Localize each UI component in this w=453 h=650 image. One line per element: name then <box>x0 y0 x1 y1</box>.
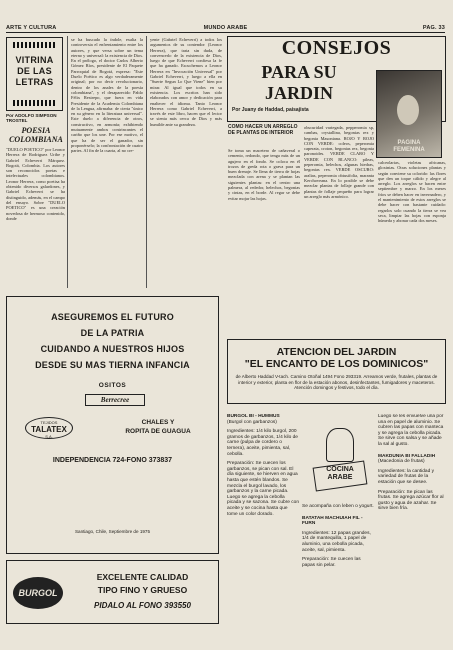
header-rule <box>6 32 445 33</box>
burgol-text <box>71 571 214 597</box>
consejos-column-3: calceolarias, violetas africanas, gloxinias. Otras soluciones plantas y según conviene su colorido: las flores que den un toque cálido y alegre al arreglo. Los arreglos se hacen entre septiembre y marzo. En los meses fríos se deben hacer en invernadero, y el mantenimiento de estos arreglos se debe hacer con bastante cuidado: regarlos solo cuando la tierra se vea seca, limpiar las hojas con esponja húmeda y abonar cada dos meses. <box>378 160 446 224</box>
ad-slogan-line: CUIDANDO A NUESTROS HIJOS <box>40 344 185 354</box>
logo-spacer <box>302 414 374 504</box>
ad-slogan-line: DE LA PATRIA <box>80 328 145 338</box>
ad-slogan-line: DESDE SU MAS TIERNA INFANCIA <box>35 360 190 370</box>
ad-phone: INDEPENDENCIA 724-FONO 373837 <box>52 457 173 464</box>
maker-logo: Berrecree <box>85 394 145 406</box>
vitrina-logo-box <box>6 37 63 111</box>
face-shape <box>397 95 419 125</box>
section-name: ARTE Y CULTURA <box>6 25 57 31</box>
recipe-preparation: Preparación: Se cuecen las papas sin pelar. <box>302 557 361 568</box>
recipe-ingredients: Ingredientes: 1/4 kilo burgol, 200 gramos de garbanzos, 1/4 kilo de carne (pulpa de cordero o ternera), aceite, pimienta, sal, cebolla. <box>227 429 298 457</box>
decorative-band <box>13 100 56 106</box>
jardin-details: de Alberto Haddad V-tach. Camino Otoñal 1494 Fono 293319. Arreamos verde, frutales, plantas de interior y exterior, planta en flor de la estación abonos, desinfectantes, fumigadores y maceteros. Atención domingos y festivos, todo el día. <box>235 374 438 390</box>
recipe-subtitle: (Macedonia de frutas) <box>378 459 425 465</box>
recipe-column-1 <box>227 414 299 646</box>
poesia-headline-line: COLOMBIANA <box>9 135 63 144</box>
poesia-headline-line: POESIA <box>21 126 51 135</box>
consejos-title: CONSEJOS <box>281 37 392 59</box>
ad-date: Santiago, Chile, Septiembre de 1975 <box>74 529 151 534</box>
recipe-preparation: Preparación: Se pican las frutas. Se agrega azúcar flor al gusto y agua de azahar. Se sirve bien fría. <box>378 489 444 512</box>
vitrina-title-line: VITRINA <box>15 55 54 65</box>
burgol-advertisement <box>6 560 219 624</box>
recipe-title: BATATAH MACHUIAH FIL - FURN <box>302 515 363 527</box>
burgol-text-line: EXCELENTE CALIDAD <box>96 572 189 582</box>
page-number: PAG. 33 <box>422 25 445 31</box>
ositos-advertisement <box>6 296 219 554</box>
products-line: ROPITA DE GUAGUA <box>125 428 191 435</box>
publication-name: MUNDO ARABE <box>203 25 248 31</box>
burgol-phone: PIDALO AL FONO 393550 <box>94 601 191 610</box>
vitrina-byline: Por ADOLFO SIMPSON TROSTEL <box>6 113 57 124</box>
ositos-brand: OSITOS <box>98 382 127 389</box>
consejos-byline: Por Juany de Haddad, paisajista <box>232 107 309 113</box>
burgol-text-line: TIPO FINO Y GRUESO <box>97 585 188 595</box>
poesia-column-3: yente (Gabriel Echeverri) a todos los argumentos de su contendor (Leonor Herrera), que trata sin duda, de convencerlo de la existencia de Dios, luego de que Echeverri confiesa la fe que ha ganado. Escuchemos a Leonor Herrera en "Invocación Universal" por Gabriel Echeverri, y luego a ella en "Suerte Segun Lo Que Viene" bien por mirar. Al igual que todos en su existencia. Los escritos han sido elaborados con amor y dedicación para enaltecer el idioma. Tanto Leonor Herrera como Gabriel Echeverri, a través de este libro, hacen que el lector se sienta más cerca de Dios y más humilde ante su grandeza. <box>150 37 222 127</box>
poesia-column-1: "DUELO POETICO" por Leonor Herrera de Rodriguez Uribe y Gabriel Echeverri Márquez. Bogotá, Colombia. Los autores son reconocidos poetas e intelectuales colombianos. Leonor Herrera, como poetisa ha obtenido diversos galardones, y Gabriel Echeverri se ha distinguido, además, en el campo del ensayo. Sobre "DUELO POETICO" es una creación novedosa de hermoso contenido, donde <box>6 147 65 221</box>
poesia-column-2: se ha buscado la índole, exalta la controversia el enfrentamiento entre los autores, y que versa sobre un tema eterno y universal: la existencia de Dios. En el prólogo, el doctor Carlos Alberto Gómez Ríos, presidente de El Paquete Parroquial de Bogotá, expresa: "Este Duelo Poético es algo verdaderamente original; por no decir revolucionario, dentro de los anales de la poesía colombiana", y el desaparecido Pablo Félix Restrepo, que fuera en vida Presidente de la Academia Colombiana de la Lengua, afirmaba: de cierta "único en su género en la literatura universal". Este duelo a diferencia de otros, constructivo, en armonía; exhibiendo mutuamente ambos contrincantes el cariño que los une. Por ese motivo, el que ha de ser el ganador, sin proponérselo; la confrontación de cuatro partes. Al fin de la cuarta, al no cre- <box>71 37 143 154</box>
photo-caption-line: FEMENINA <box>393 147 425 153</box>
column-divider <box>146 36 147 288</box>
photo-caption <box>379 140 439 154</box>
consejos-column-2: obscuridad variegada, pepperomia sp, cambas, crystallina, begonias rex y begonia Masoniana. ROJO Y ROJO CON VERDE: coleos, peperomia caperata, croton, begonias rex, begonia paronoides. VERDE CLARO Y VERDE CON BLANCO: pileas, peperomia, helechos, algunas hiedras, begonias rex. VERDE OSCURO: aralias, peperomia obtusifolia, maranta Kerchoveana. En lo posible se debe mezclar plantas de follaje grande con plantas de follaje pequeño para lograr un arreglo más armónico. <box>304 125 374 199</box>
recipe-column-2 <box>302 414 374 646</box>
recipe-text: Luego se les envuelve una por una en papel de aluminio. Se cubren las papas con manteca y se agrega la cebolla picada. Se sirve con salsa y se añade la sal al gusto. <box>378 414 444 447</box>
burgol-logo: BURGOL <box>13 577 63 609</box>
products-text <box>103 418 213 436</box>
jardin-advertisement <box>227 339 446 404</box>
recipe-subtitle: (Burgol con garbanzos) <box>227 419 277 425</box>
ad-slogan-line: ASEGUREMOS EL FUTURO <box>51 312 174 322</box>
jardin-title: ATENCION DEL JARDIN <box>276 346 397 358</box>
jardin-subtitle: "EL ENCANTO DE LOS DOMINICOS" <box>244 358 429 370</box>
recipe-column-3 <box>378 414 446 646</box>
consejos-title-line3: JARDIN <box>264 83 333 103</box>
vitrina-title-line: LETRAS <box>15 77 54 87</box>
author-photo <box>376 70 442 158</box>
talatex-bottom-text: S.A. <box>45 434 53 439</box>
recipe-preparation: Preparación: Se cuecen los garbanzos, se pican con sal. El día siguiente, se hierven en agua hasta que estén blandos. Se mezcla el burgol lavado, los garbanzos y la carne picada. Luego se agrega la cebolla picada y se sazona. Se cubre con aceite y se cocina hasta que tome un color dorado. <box>227 461 299 517</box>
vitrina-title-line: DE LAS <box>17 66 52 76</box>
photo-caption-line: PAGINA <box>397 140 421 146</box>
cocina-arabe-line: ARABE <box>327 474 353 481</box>
recipe-title: MAKDUNIA BI FALLADIH <box>378 453 436 459</box>
vitrina-title <box>7 55 62 88</box>
recipe-title: BURGOL BI - HUMMUS <box>227 414 280 419</box>
recipe-serving: Se acompaña con leben o yogurt. <box>302 504 374 509</box>
cocina-arabe-line: COCINA <box>326 466 354 473</box>
ad-slogan <box>15 309 210 373</box>
consejos-subhead: COMO HACER UN ARREGLO DE PLANTAS DE INTERIOR <box>228 124 298 136</box>
consejos-column-1: Se toma un macetero de cañaveral o cemento, redondo, que tenga más de un agujero en el fondo. Se coloca en él trozos de greda rota o grava para un buen drenaje. Se llena de tierra de hojas mezclada con arena y se plantan las siguientes plantas: en el centro una palmera, al rededor, helechos, begonias y cintas, en el borde. Al regar se debe evitar mojar las hojas. <box>228 148 300 201</box>
recipe-ingredients: Ingredientes: 12 papas grandes, 1/4 de mantequilla, 1 papel de aluminio, una cebolla picada, aceite, sal, pimienta. <box>302 530 371 553</box>
column-divider <box>67 36 68 288</box>
decorative-band <box>13 42 56 48</box>
talatex-name: TALATEX <box>31 425 67 434</box>
consejos-title-line2: PARA SU <box>261 62 337 82</box>
recipe-ingredients: Ingredientes: la cantidad y variedad de frutas de la estación que se desee. <box>378 468 435 485</box>
poesia-headline <box>6 126 66 144</box>
products-line: CHALES Y <box>141 419 175 426</box>
talatex-top-text: TEJIDOS <box>40 420 58 425</box>
talatex-logo <box>25 417 73 439</box>
